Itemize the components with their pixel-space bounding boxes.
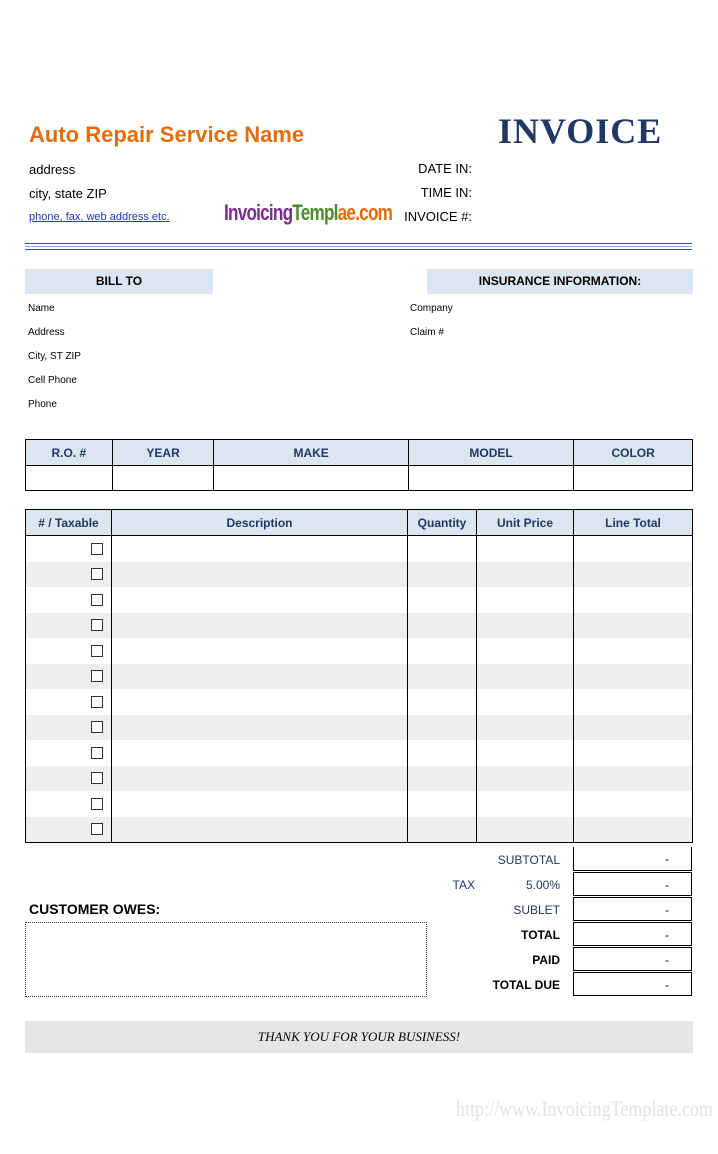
total-label: TOTAL — [521, 928, 560, 942]
taxable-checkbox[interactable] — [91, 747, 103, 759]
contact-link[interactable]: phone, fax, web address etc. — [29, 211, 170, 223]
taxable-checkbox[interactable] — [91, 696, 103, 708]
line-total-cell[interactable] — [574, 791, 693, 817]
insurance-header: INSURANCE INFORMATION: — [427, 269, 693, 294]
subtotal-value: - — [573, 847, 692, 871]
table-row — [26, 536, 693, 562]
description-cell[interactable] — [112, 587, 408, 613]
unit-price-cell[interactable] — [477, 664, 574, 690]
thank-you-banner: THANK YOU FOR YOUR BUSINESS! — [25, 1021, 693, 1053]
tax-value: - — [573, 872, 692, 896]
description-cell[interactable] — [112, 740, 408, 766]
model-cell[interactable] — [408, 466, 573, 491]
table-row — [26, 817, 693, 843]
taxable-cell[interactable] — [26, 791, 112, 817]
line-total-cell[interactable] — [574, 638, 693, 664]
quantity-cell[interactable] — [408, 562, 477, 588]
line-total-cell[interactable] — [574, 613, 693, 639]
taxable-header: # / Taxable — [26, 510, 112, 536]
unit-price-cell[interactable] — [477, 613, 574, 639]
unit-price-cell[interactable] — [477, 562, 574, 588]
taxable-checkbox[interactable] — [91, 645, 103, 657]
unit-price-cell[interactable] — [477, 740, 574, 766]
taxable-checkbox[interactable] — [91, 568, 103, 580]
description-cell[interactable] — [112, 791, 408, 817]
model-header: MODEL — [408, 440, 573, 466]
table-row — [26, 689, 693, 715]
bill-to-phone-label: Phone — [28, 399, 57, 410]
year-header: YEAR — [112, 440, 214, 466]
taxable-cell[interactable] — [26, 536, 112, 562]
company-name: Auto Repair Service Name — [29, 122, 305, 147]
subtotal-label: SUBTOTAL — [497, 853, 560, 867]
line-total-cell[interactable] — [574, 740, 693, 766]
taxable-checkbox[interactable] — [91, 772, 103, 784]
taxable-checkbox[interactable] — [91, 798, 103, 810]
unit-price-cell[interactable] — [477, 791, 574, 817]
ro-number-cell[interactable] — [26, 466, 113, 491]
description-cell[interactable] — [112, 817, 408, 843]
line-total-cell[interactable] — [574, 562, 693, 588]
taxable-checkbox[interactable] — [91, 594, 103, 606]
line-total-cell[interactable] — [574, 766, 693, 792]
unit-price-cell[interactable] — [477, 766, 574, 792]
line-total-cell[interactable] — [574, 536, 693, 562]
unit-price-cell[interactable] — [477, 817, 574, 843]
make-cell[interactable] — [214, 466, 408, 491]
items-table — [25, 509, 693, 843]
table-row — [26, 613, 693, 639]
taxable-cell[interactable] — [26, 689, 112, 715]
line-total-cell[interactable] — [574, 587, 693, 613]
paid-label: PAID — [532, 953, 560, 967]
quantity-cell[interactable] — [408, 689, 477, 715]
description-cell[interactable] — [112, 536, 408, 562]
make-header: MAKE — [214, 440, 408, 466]
description-header: Description — [112, 510, 408, 536]
header-rule-3 — [25, 249, 692, 250]
unit-price-header: Unit Price — [477, 510, 574, 536]
tax-label: TAX — [452, 878, 475, 892]
vehicle-table — [25, 439, 693, 491]
quantity-cell[interactable] — [408, 766, 477, 792]
quantity-cell[interactable] — [408, 587, 477, 613]
unit-price-cell[interactable] — [477, 689, 574, 715]
ro-number-header: R.O. # — [26, 440, 113, 466]
bill-to-address-label: Address — [28, 327, 65, 338]
unit-price-cell[interactable] — [477, 715, 574, 741]
tax-rate[interactable]: 5.00% — [525, 878, 560, 892]
description-cell[interactable] — [112, 664, 408, 690]
quantity-cell[interactable] — [408, 740, 477, 766]
unit-price-cell[interactable] — [477, 638, 574, 664]
color-header: COLOR — [574, 440, 693, 466]
taxable-cell[interactable] — [26, 613, 112, 639]
bill-to-name-label: Name — [28, 303, 55, 314]
table-row — [26, 562, 693, 588]
taxable-cell[interactable] — [26, 562, 112, 588]
taxable-checkbox[interactable] — [91, 670, 103, 682]
quantity-cell[interactable] — [408, 817, 477, 843]
taxable-cell[interactable] — [26, 740, 112, 766]
line-total-cell[interactable] — [574, 817, 693, 843]
company-city: city, state ZIP — [29, 186, 107, 201]
taxable-checkbox[interactable] — [91, 619, 103, 631]
quantity-cell[interactable] — [408, 638, 477, 664]
description-cell[interactable] — [112, 562, 408, 588]
company-address: address — [29, 162, 76, 177]
taxable-cell[interactable] — [26, 638, 112, 664]
taxable-checkbox[interactable] — [91, 543, 103, 555]
total-value: - — [573, 922, 692, 946]
taxable-checkbox[interactable] — [91, 823, 103, 835]
quantity-cell[interactable] — [408, 536, 477, 562]
taxable-cell[interactable] — [26, 664, 112, 690]
line-total-cell[interactable] — [574, 715, 693, 741]
paid-value[interactable]: - — [573, 947, 692, 971]
quantity-header: Quantity — [408, 510, 477, 536]
quantity-cell[interactable] — [408, 613, 477, 639]
bill-to-header: BILL TO — [25, 269, 213, 294]
time-in-label: TIME IN: — [420, 185, 472, 200]
line-total-header: Line Total — [574, 510, 693, 536]
customer-owes-label: CUSTOMER OWES: — [29, 901, 161, 917]
table-row — [26, 587, 693, 613]
bill-to-city-label: City, ST ZIP — [28, 351, 81, 362]
date-in-label: DATE IN: — [418, 161, 472, 176]
year-cell[interactable] — [112, 466, 214, 491]
total-due-label: TOTAL DUE — [492, 978, 560, 992]
taxable-checkbox[interactable] — [91, 721, 103, 733]
unit-price-cell[interactable] — [477, 587, 574, 613]
sublet-value[interactable]: - — [573, 897, 692, 921]
invoicing-template-logo: InvoicingTemplae.com — [224, 200, 393, 225]
description-cell[interactable] — [112, 638, 408, 664]
taxable-cell[interactable] — [26, 817, 112, 843]
invoice-title: INVOICE — [498, 111, 663, 151]
bill-to-cell-phone-label: Cell Phone — [28, 375, 77, 386]
quantity-cell[interactable] — [408, 664, 477, 690]
description-cell[interactable] — [112, 766, 408, 792]
description-cell[interactable] — [112, 689, 408, 715]
unit-price-cell[interactable] — [477, 536, 574, 562]
invoice-number-label: INVOICE #: — [404, 209, 472, 224]
header-rule-2 — [25, 246, 692, 247]
total-due-value: - — [573, 972, 692, 996]
line-total-cell[interactable] — [574, 689, 693, 715]
taxable-cell[interactable] — [26, 715, 112, 741]
description-cell[interactable] — [112, 715, 408, 741]
table-row — [26, 740, 693, 766]
insurance-claim-label: Claim # — [410, 327, 444, 338]
quantity-cell[interactable] — [408, 715, 477, 741]
watermark-url: http://www.InvoicingTemplate.com — [456, 1096, 714, 1121]
table-row — [26, 638, 693, 664]
header-rule-1 — [25, 243, 692, 244]
description-cell[interactable] — [112, 613, 408, 639]
color-cell[interactable] — [574, 466, 693, 491]
insurance-company-label: Company — [410, 303, 453, 314]
customer-owes-box[interactable] — [25, 922, 427, 997]
line-total-cell[interactable] — [574, 664, 693, 690]
taxable-cell[interactable] — [26, 587, 112, 613]
taxable-cell[interactable] — [26, 766, 112, 792]
table-row — [26, 664, 693, 690]
table-row — [26, 791, 693, 817]
table-row — [26, 715, 693, 741]
table-row — [26, 766, 693, 792]
sublet-label: SUBLET — [513, 903, 560, 917]
quantity-cell[interactable] — [408, 791, 477, 817]
